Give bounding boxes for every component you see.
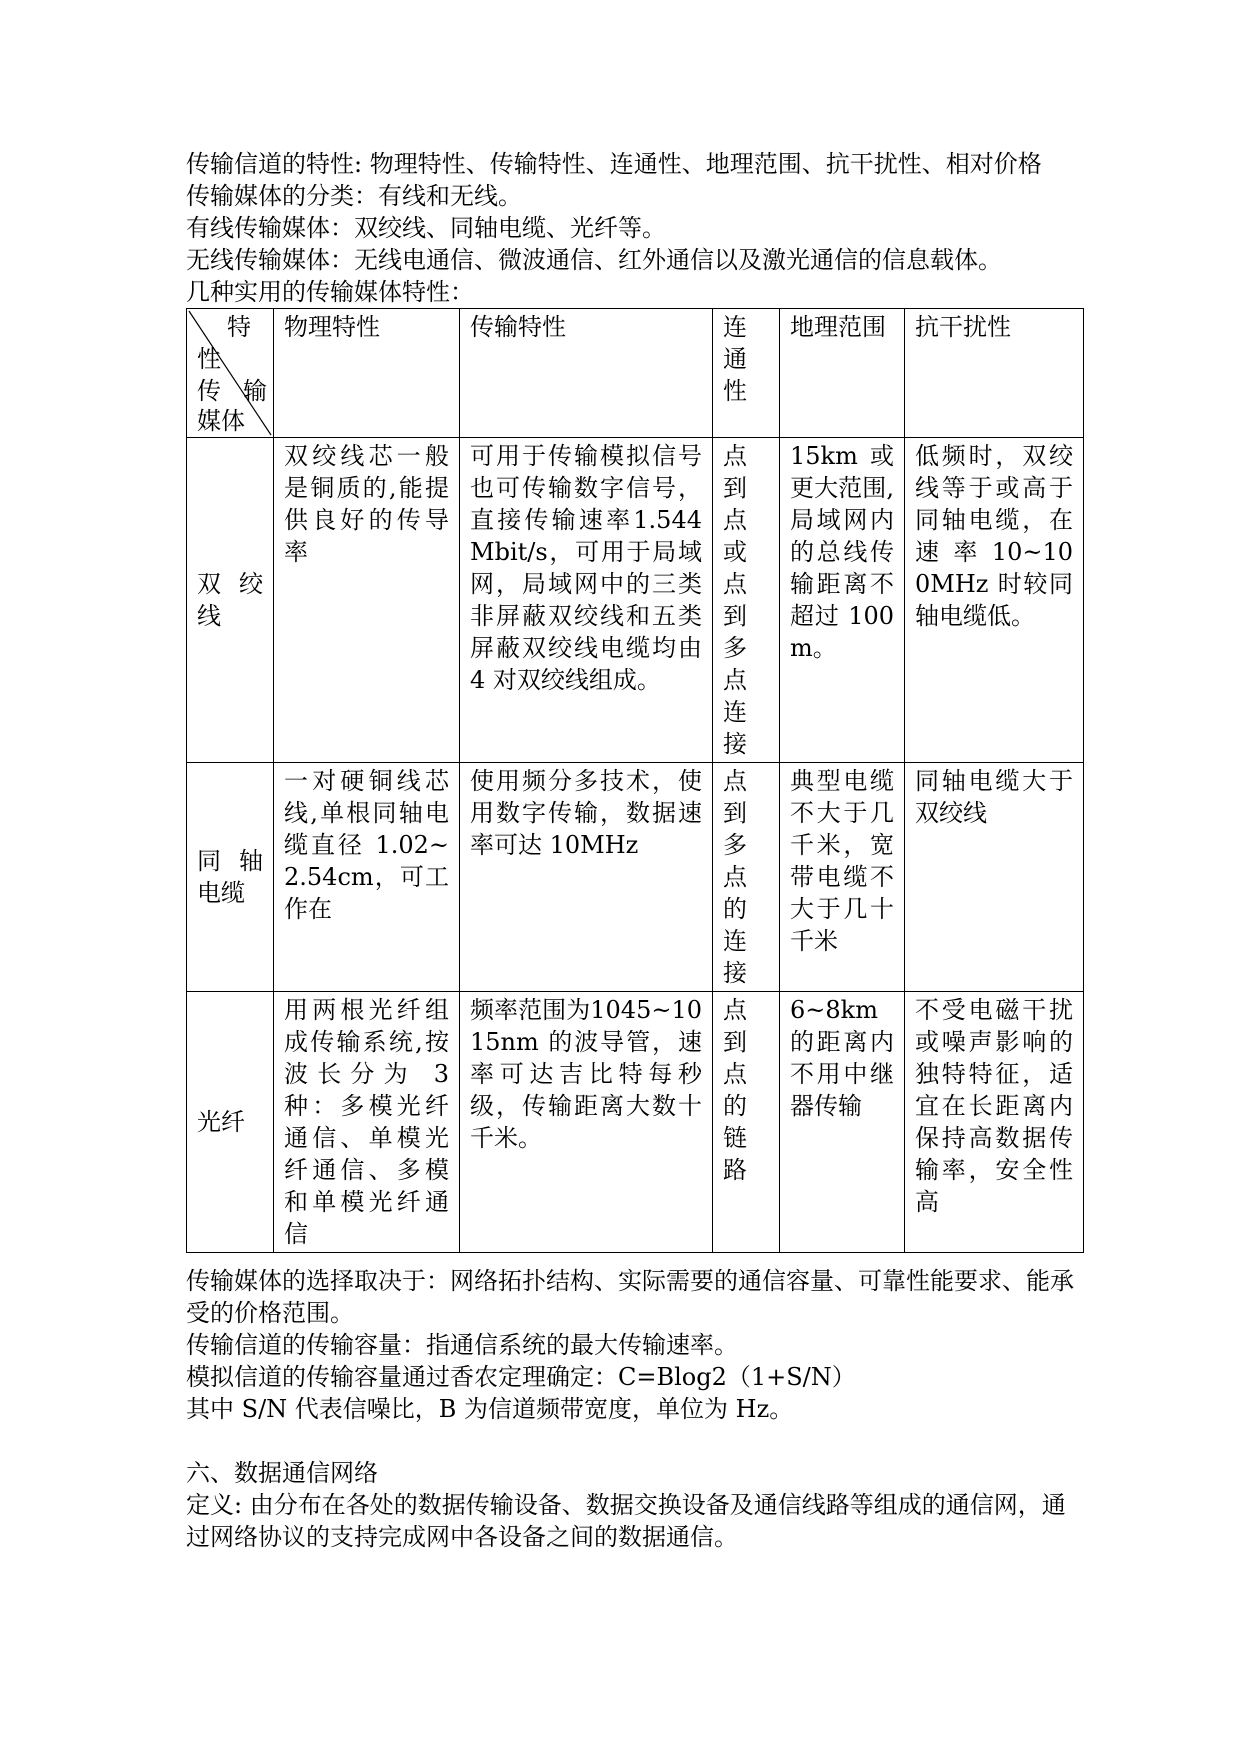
paragraph-wireless-media: 无线传输媒体：无线电通信、微波通信、红外通信以及激光通信的信息载体。 <box>186 246 1002 274</box>
media-name-cell: 双 绞线 <box>187 438 274 763</box>
document-page <box>186 148 1086 1553</box>
cell-connectivity: 点到点的链路 <box>713 992 780 1253</box>
cell-physical: 用两根光纤组成传输系统,按波长分为 3 种：多模光纤通信、单模光纤通信、多模和单模光纤通信 <box>274 992 460 1253</box>
section-title: 六、数据通信网络 <box>186 1459 378 1487</box>
cell-connectivity: 点到点或点到多点连接 <box>713 438 780 763</box>
header-physical: 物理特性 <box>274 309 460 438</box>
corner-label-mid: 性 <box>197 345 221 373</box>
paragraph-channel-properties: 传输信道的特性: 物理特性、传输特性、连通性、地理范围、抗干扰性、相对价格 <box>186 150 1042 178</box>
media-name-cell: 同 轴电缆 <box>187 763 274 992</box>
table-header-row <box>187 309 1084 438</box>
table-corner-cell <box>187 309 274 438</box>
cell-interference: 同轴电缆大于双绞线 <box>905 763 1084 992</box>
paragraph-wired-media: 有线传输媒体：双绞线、同轴电缆、光纤等。 <box>186 214 666 242</box>
paragraph-shannon-theorem: 模拟信道的传输容量通过香农定理确定：C=Blog2（1+S/N） <box>186 1363 856 1391</box>
corner-label-row3-b: 输 <box>243 377 267 405</box>
corner-label-row3-a: 传 <box>197 377 221 405</box>
header-interference: 抗干扰性 <box>905 309 1084 438</box>
cell-transmission: 可用于传输模拟信号也可传输数字信号，直接传输速率1.544Mbit/s，可用于局域网，局域网中的三类非屏蔽双绞线和五类屏蔽双绞线电缆均由 4 对双绞线组成。 <box>460 438 713 763</box>
table-row-fiber <box>187 992 1084 1253</box>
cell-transmission: 频率范围为1045~1015nm 的波导管，速率可达吉比特每秒级，传输距离大数十千米。 <box>460 992 713 1253</box>
corner-label-bottom: 媒体 <box>197 407 245 435</box>
corner-label-top: 特 <box>227 313 251 341</box>
table-row-twisted-pair <box>187 438 1084 763</box>
header-transmission: 传输特性 <box>460 309 713 438</box>
cell-transmission: 使用频分多技术，使用数字传输，数据速率可达 10MHz <box>460 763 713 992</box>
paragraph-snr-definition: 其中 S/N 代表信噪比，B 为信道频带宽度，单位为 Hz。 <box>186 1395 794 1423</box>
cell-range: 典型电缆不大于几千米，宽带电缆不大于几十千米 <box>780 763 905 992</box>
paragraph-media-classification: 传输媒体的分类：有线和无线。 <box>186 182 522 210</box>
header-connectivity: 连通性 <box>713 309 780 438</box>
spacer <box>186 1425 1086 1457</box>
paragraph-channel-capacity: 传输信道的传输容量：指通信系统的最大传输速率。 <box>186 1331 738 1359</box>
header-range: 地理范围 <box>780 309 905 438</box>
table-row-coaxial <box>187 763 1084 992</box>
media-properties-table <box>186 308 1084 1253</box>
media-name-cell: 光纤 <box>187 992 274 1253</box>
cell-physical: 一对硬铜线芯线,单根同轴电缆直径 1.02~2.54cm，可工作在 <box>274 763 460 992</box>
paragraph-media-selection: 传输媒体的选择取决于：网络拓扑结构、实际需要的通信容量、可靠性能要求、能承受的价格范围。 <box>186 1267 1074 1327</box>
cell-range: 15km 或更大范围,局域网内的总线传输距离不超过 100m。 <box>780 438 905 763</box>
paragraph-network-definition: 定义: 由分布在各处的数据传输设备、数据交换设备及通信线路等组成的通信网，通过网络协议的支持完成网中各设备之间的数据通信。 <box>186 1491 1066 1551</box>
paragraph-table-intro: 几种实用的传输媒体特性： <box>186 278 474 306</box>
cell-physical: 双绞线芯一般是铜质的,能提供良好的传导率 <box>274 438 460 763</box>
cell-interference: 低频时，双绞线等于或高于同轴电缆，在速 率 10~100MHz 时较同轴电缆低。 <box>905 438 1084 763</box>
cell-range: 6~8km 的距离内不用中继器传输 <box>780 992 905 1253</box>
cell-interference: 不受电磁干扰或噪声影响的独特特征，适宜在长距离内保持高数据传输率，安全性高 <box>905 992 1084 1253</box>
corner-label-row3 <box>197 375 267 407</box>
cell-connectivity: 点到多点的连接 <box>713 763 780 992</box>
